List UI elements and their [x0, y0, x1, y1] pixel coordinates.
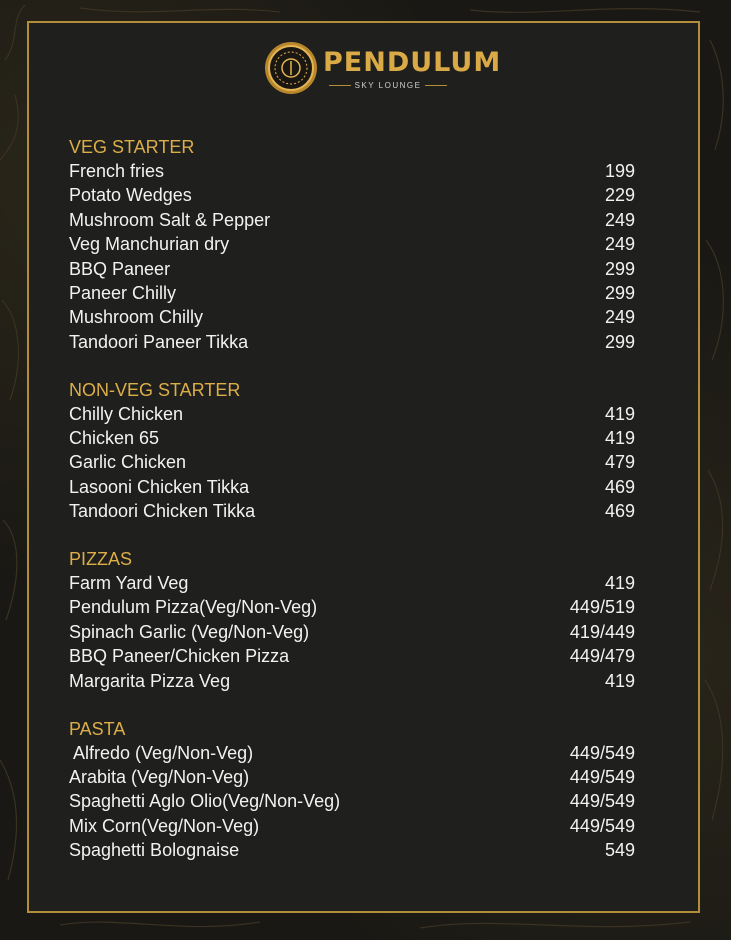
menu-item — [69, 208, 635, 232]
item-name: BBQ Paneer/Chicken Pizza — [69, 646, 290, 667]
pendulum-medallion-icon — [264, 41, 318, 95]
item-price: 299 — [604, 331, 635, 352]
menu-item — [69, 499, 635, 523]
item-price: 249 — [604, 209, 635, 230]
item-price: 249 — [604, 307, 635, 328]
menu-item — [69, 838, 635, 862]
item-price: 419/449 — [569, 621, 635, 642]
item-price: 419 — [604, 428, 635, 449]
menu-section — [69, 547, 635, 693]
item-name: Mushroom Chilly — [69, 307, 204, 328]
menu-item — [69, 595, 635, 619]
item-price: 449/549 — [569, 791, 635, 812]
menu-item — [69, 183, 635, 207]
brand-logo — [263, 40, 502, 98]
item-name: Margarita Pizza Veg — [69, 670, 231, 691]
menu-item — [69, 450, 635, 474]
item-name: Tandoori Paneer Tikka — [69, 331, 249, 352]
menu-item — [69, 257, 635, 281]
item-name: Arabita (Veg/Non-Veg) — [69, 766, 250, 787]
menu-item — [69, 741, 635, 765]
item-price: 549 — [604, 840, 635, 861]
item-price: 469 — [604, 501, 635, 522]
menu-item — [69, 281, 635, 305]
item-name: Mix Corn(Veg/Non-Veg) — [69, 815, 260, 836]
item-price: 419 — [604, 403, 635, 424]
item-price: 419 — [604, 670, 635, 691]
menu-item — [69, 426, 635, 450]
item-name: Mushroom Salt & Pepper — [69, 209, 271, 230]
item-name: Veg Manchurian dry — [69, 234, 230, 255]
item-price: 299 — [604, 282, 635, 303]
item-name: Lasooni Chicken Tikka — [69, 476, 250, 497]
item-price: 449/549 — [569, 742, 635, 763]
item-price: 449/549 — [569, 766, 635, 787]
item-name: Chilly Chicken — [69, 403, 184, 424]
item-name: Garlic Chicken — [69, 452, 187, 473]
menu-item — [69, 475, 635, 499]
menu-list — [69, 135, 635, 886]
brand-name: PENDULUM — [323, 47, 502, 78]
menu-section — [69, 378, 635, 524]
item-name: Alfredo (Veg/Non-Veg) — [69, 742, 254, 763]
section-title: PIZZAS — [69, 549, 133, 570]
item-name: French fries — [69, 161, 165, 181]
menu-item — [69, 669, 635, 693]
menu-item — [69, 330, 635, 354]
menu-item — [69, 232, 635, 256]
item-price: 469 — [604, 476, 635, 497]
item-price: 449/519 — [569, 597, 635, 618]
item-name: Chicken 65 — [69, 428, 160, 449]
menu-section — [69, 135, 635, 354]
brand-tagline: SKY LOUNGE — [323, 81, 453, 91]
menu-item — [69, 644, 635, 668]
menu-item — [69, 789, 635, 813]
section-title: VEG STARTER — [69, 137, 195, 157]
item-name: Pendulum Pizza(Veg/Non-Veg) — [69, 597, 318, 618]
item-name: Spaghetti Bolognaise — [69, 840, 240, 861]
menu-item — [69, 571, 635, 595]
item-name: Potato Wedges — [69, 185, 192, 206]
menu-item — [69, 305, 635, 329]
item-price: 449/549 — [569, 815, 635, 836]
menu-item — [69, 814, 635, 838]
menu-item — [69, 765, 635, 789]
item-price: 299 — [604, 258, 635, 279]
section-title: NON-VEG STARTER — [69, 379, 241, 400]
item-name: Tandoori Chicken Tikka — [69, 501, 256, 522]
item-price: 449/479 — [569, 646, 635, 667]
menu-item — [69, 402, 635, 426]
section-title: PASTA — [69, 718, 126, 739]
item-name: Paneer Chilly — [69, 282, 177, 303]
item-price: 249 — [604, 234, 635, 255]
item-price: 479 — [604, 452, 635, 473]
item-name: Spaghetti Aglo Olio(Veg/Non-Veg) — [69, 791, 341, 812]
item-name: BBQ Paneer — [69, 258, 171, 279]
menu-section — [69, 717, 635, 863]
item-name: Spinach Garlic (Veg/Non-Veg) — [69, 621, 310, 642]
item-name: Farm Yard Veg — [69, 573, 189, 594]
item-price: 419 — [604, 573, 635, 594]
menu-item — [69, 159, 635, 183]
menu-item — [69, 620, 635, 644]
item-price: 229 — [604, 185, 635, 206]
item-price: 199 — [604, 161, 635, 181]
